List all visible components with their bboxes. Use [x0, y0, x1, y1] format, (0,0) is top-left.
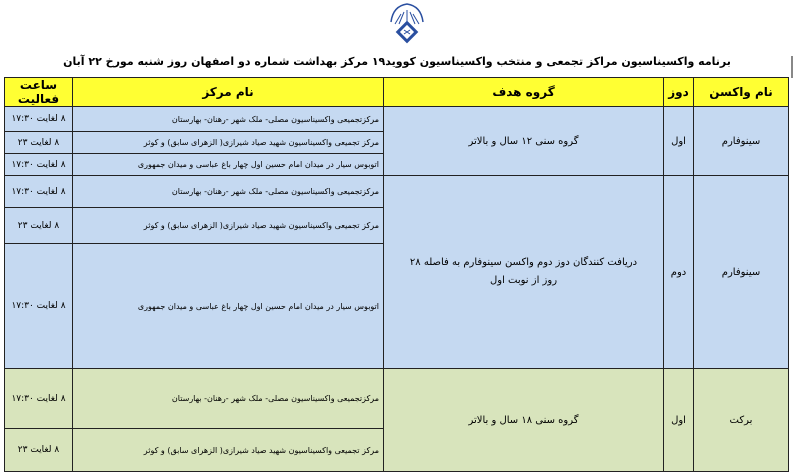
- activity-hours-cell: ۸ لغایت ۱۷:۳۰: [5, 244, 73, 369]
- table-row: [5, 176, 789, 208]
- page-title: برنامه واکسیناسیون مراکز تجمعی و منتخب واکسیناسیون کووید۱۹ مرکز بهداشت شماره دو اصفهان روز شنبه مورخ ۲۲ آبان: [63, 55, 731, 68]
- activity-hours-cell: ۸ لغایت ۲۳: [5, 429, 73, 472]
- target-group-line: دریافت کنندگان دوز دوم واکسن سینوفارم به فاصله ۲۸: [409, 257, 638, 268]
- header-row: [5, 78, 789, 107]
- center-name-cell: اتوبوس سیار در میدان امام حسین اول چهار باغ عباسی و میدان جمهوری: [73, 244, 384, 369]
- center-name-cell: مرکزتجمیعی واکسیناسیون مصلی- ملک شهر -رهنان- بهارستان: [73, 176, 384, 208]
- university-logo-icon: [387, 2, 427, 48]
- dose-cell: دوم: [664, 176, 694, 369]
- activity-hours-cell: ۸ لغایت ۱۷:۳۰: [5, 107, 73, 132]
- activity-hours-cell: ۸ لغایت ۲۳: [5, 208, 73, 244]
- header-center-name: نام مرکز: [73, 78, 384, 107]
- table-row: [5, 369, 789, 429]
- header-vaccine-name: نام واکسن: [694, 78, 789, 107]
- header-dose: دوز: [664, 78, 694, 107]
- table-row: [5, 107, 789, 132]
- center-name-cell: مرکزتجمیعی واکسیناسیون مصلی- ملک شهر -رهنان- بهارستان: [73, 369, 384, 429]
- activity-hours-cell: ۸ لغایت ۱۷:۳۰: [5, 154, 73, 176]
- target-group-line: روز از نوبت اول: [489, 275, 558, 286]
- target-group-cell: [384, 176, 664, 369]
- vaccine-name-cell: برکت: [694, 369, 789, 472]
- header-activity-hours: ساعت فعالیت: [5, 78, 73, 107]
- center-name-cell: اتوبوس سیار در میدان امام حسین اول چهار باغ عباسی و میدان جمهوری: [73, 154, 384, 176]
- center-name-cell: مرکز تجمیعی واکسیناسیون شهید صیاد شیرازی( الزهرای سابق) و کوثر: [73, 429, 384, 472]
- target-group-cell: گروه سنی ۱۸ سال و بالاتر: [384, 369, 664, 472]
- activity-hours-cell: ۸ لغایت ۲۳: [5, 132, 73, 154]
- vaccine-name-cell: سینوفارم: [694, 176, 789, 369]
- dose-cell: اول: [664, 369, 694, 472]
- activity-hours-cell: ۸ لغایت ۱۷:۳۰: [5, 369, 73, 429]
- edge-marker: [791, 56, 793, 78]
- center-name-cell: مرکز تجمیعی واکسیناسیون شهید صیاد شیرازی( الزهرای سابق) و کوثر: [73, 208, 384, 244]
- vaccine-name-cell: سینوفارم: [694, 107, 789, 176]
- activity-hours-cell: ۸ لغایت ۱۷:۳۰: [5, 176, 73, 208]
- center-name-cell: مرکزتجمیعی واکسیناسیون مصلی- ملک شهر -رهنان- بهارستان: [73, 107, 384, 132]
- header-target-group: گروه هدف: [384, 78, 664, 107]
- dose-cell: اول: [664, 107, 694, 176]
- center-name-cell: مرکز تجمیعی واکسیناسیون شهید صیاد شیرازی( الزهرای سابق) و کوثر: [73, 132, 384, 154]
- target-group-cell: گروه سنی ۱۲ سال و بالاتر: [384, 107, 664, 176]
- vaccination-schedule-table: [4, 77, 789, 472]
